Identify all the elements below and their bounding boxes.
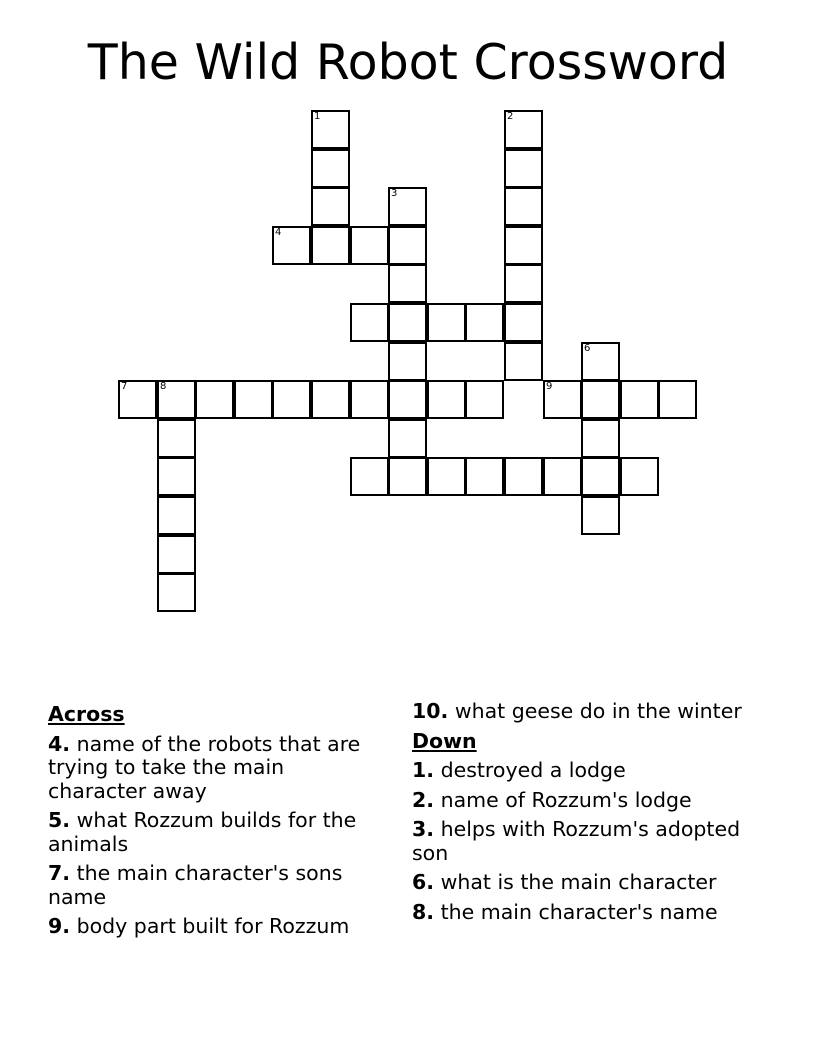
clue-text: helps with Rozzum's adopted son bbox=[412, 817, 741, 865]
grid-cell[interactable] bbox=[157, 573, 196, 612]
grid-cell[interactable] bbox=[272, 226, 311, 265]
grid-cell[interactable] bbox=[504, 342, 543, 381]
grid-cell[interactable] bbox=[157, 419, 196, 458]
clue-number-label: 2 bbox=[507, 111, 514, 122]
clues-right-column bbox=[412, 700, 772, 930]
grid-cell[interactable] bbox=[504, 457, 543, 496]
grid-cell[interactable] bbox=[581, 496, 620, 535]
clue-text: name of Rozzum's lodge bbox=[440, 787, 692, 812]
grid-cell[interactable] bbox=[581, 419, 620, 458]
clue-number-label: 8 bbox=[160, 381, 167, 392]
clue-number-label: 4 bbox=[275, 227, 282, 238]
clue-across-10 bbox=[412, 700, 772, 724]
grid-cell[interactable] bbox=[427, 457, 466, 496]
clue-text: what Rozzum builds for the animals bbox=[48, 808, 357, 856]
grid-cell[interactable] bbox=[504, 110, 543, 149]
grid-cell[interactable] bbox=[234, 380, 273, 419]
clue-number: 4. bbox=[48, 731, 71, 756]
grid-cell[interactable] bbox=[157, 457, 196, 496]
clue-number: 7. bbox=[48, 861, 71, 885]
grid-cell[interactable] bbox=[195, 380, 234, 419]
clue-text: the main character's name bbox=[440, 899, 718, 924]
clue-text: destroyed a lodge bbox=[440, 758, 626, 782]
grid-cell[interactable] bbox=[388, 380, 427, 419]
grid-cell[interactable] bbox=[311, 226, 350, 265]
clue-across-5 bbox=[48, 809, 388, 856]
grid-cell[interactable] bbox=[311, 149, 350, 188]
grid-cell[interactable] bbox=[581, 380, 620, 419]
clue-down-1 bbox=[412, 759, 772, 783]
grid-cell[interactable] bbox=[504, 303, 543, 342]
grid-cell[interactable] bbox=[350, 380, 389, 419]
grid-cell[interactable] bbox=[658, 380, 697, 419]
grid-cell[interactable] bbox=[427, 303, 466, 342]
grid-cell[interactable] bbox=[465, 303, 504, 342]
grid-cell[interactable] bbox=[350, 226, 389, 265]
clue-number: 1. bbox=[412, 758, 435, 782]
grid-cell[interactable] bbox=[504, 264, 543, 303]
grid-cell[interactable] bbox=[311, 380, 350, 419]
grid-cell[interactable] bbox=[388, 303, 427, 342]
grid-cell[interactable] bbox=[157, 496, 196, 535]
grid-cell[interactable] bbox=[427, 380, 466, 419]
across-heading: Across bbox=[48, 702, 125, 726]
grid-cell[interactable] bbox=[311, 110, 350, 149]
clue-number-label: 9 bbox=[546, 381, 553, 392]
clue-down-2 bbox=[412, 789, 772, 813]
clue-number-label: 7 bbox=[121, 381, 128, 392]
grid-cell[interactable] bbox=[581, 457, 620, 496]
grid-cell[interactable] bbox=[388, 226, 427, 265]
grid-cell[interactable] bbox=[543, 457, 582, 496]
grid-cell[interactable] bbox=[465, 380, 504, 419]
clue-number: 5. bbox=[48, 808, 71, 832]
down-heading: Down bbox=[412, 728, 477, 753]
grid-cell[interactable] bbox=[465, 457, 504, 496]
clue-text: name of the robots that are trying to take the main character away bbox=[48, 731, 361, 803]
clue-across-9 bbox=[48, 915, 388, 939]
grid-cell[interactable] bbox=[388, 187, 427, 226]
clue-across-4 bbox=[48, 733, 388, 804]
grid-cell[interactable] bbox=[543, 380, 582, 419]
grid-cell[interactable] bbox=[350, 303, 389, 342]
grid-cell[interactable] bbox=[620, 457, 659, 496]
clue-across-7 bbox=[48, 862, 388, 909]
grid-cell[interactable] bbox=[620, 380, 659, 419]
grid-cell[interactable] bbox=[311, 187, 350, 226]
grid-cell[interactable] bbox=[388, 342, 427, 381]
grid-cell[interactable] bbox=[272, 380, 311, 419]
clue-down-8 bbox=[412, 901, 772, 925]
clue-text: body part built for Rozzum bbox=[76, 914, 350, 938]
grid-cell[interactable] bbox=[388, 419, 427, 458]
clues-left-column bbox=[48, 700, 388, 945]
clue-number: 3. bbox=[412, 817, 435, 841]
clue-number-label: 3 bbox=[391, 188, 398, 199]
grid-cell[interactable] bbox=[350, 457, 389, 496]
clue-text: the main character's sons name bbox=[48, 861, 343, 909]
grid-cell[interactable] bbox=[504, 226, 543, 265]
clue-number: 6. bbox=[412, 870, 435, 894]
clue-number-label: 1 bbox=[314, 111, 321, 122]
grid-cell[interactable] bbox=[504, 187, 543, 226]
clue-down-6 bbox=[412, 871, 772, 895]
page-title: The Wild Robot Crossword bbox=[87, 34, 729, 91]
clue-down-3 bbox=[412, 818, 772, 865]
grid-cell[interactable] bbox=[504, 149, 543, 188]
clue-number: 8. bbox=[412, 899, 435, 924]
clue-text: what is the main character bbox=[440, 870, 717, 894]
grid-cell[interactable] bbox=[118, 380, 157, 419]
clue-number: 2. bbox=[412, 787, 435, 812]
clue-number-label: 6 bbox=[584, 343, 591, 354]
clue-number: 10. bbox=[412, 699, 449, 723]
grid-cell[interactable] bbox=[388, 457, 427, 496]
clue-number: 9. bbox=[48, 914, 71, 938]
grid-cell[interactable] bbox=[157, 535, 196, 574]
clue-text: what geese do in the winter bbox=[454, 699, 742, 723]
grid-cell[interactable] bbox=[157, 380, 196, 419]
grid-cell[interactable] bbox=[388, 264, 427, 303]
grid-cell[interactable] bbox=[581, 342, 620, 381]
